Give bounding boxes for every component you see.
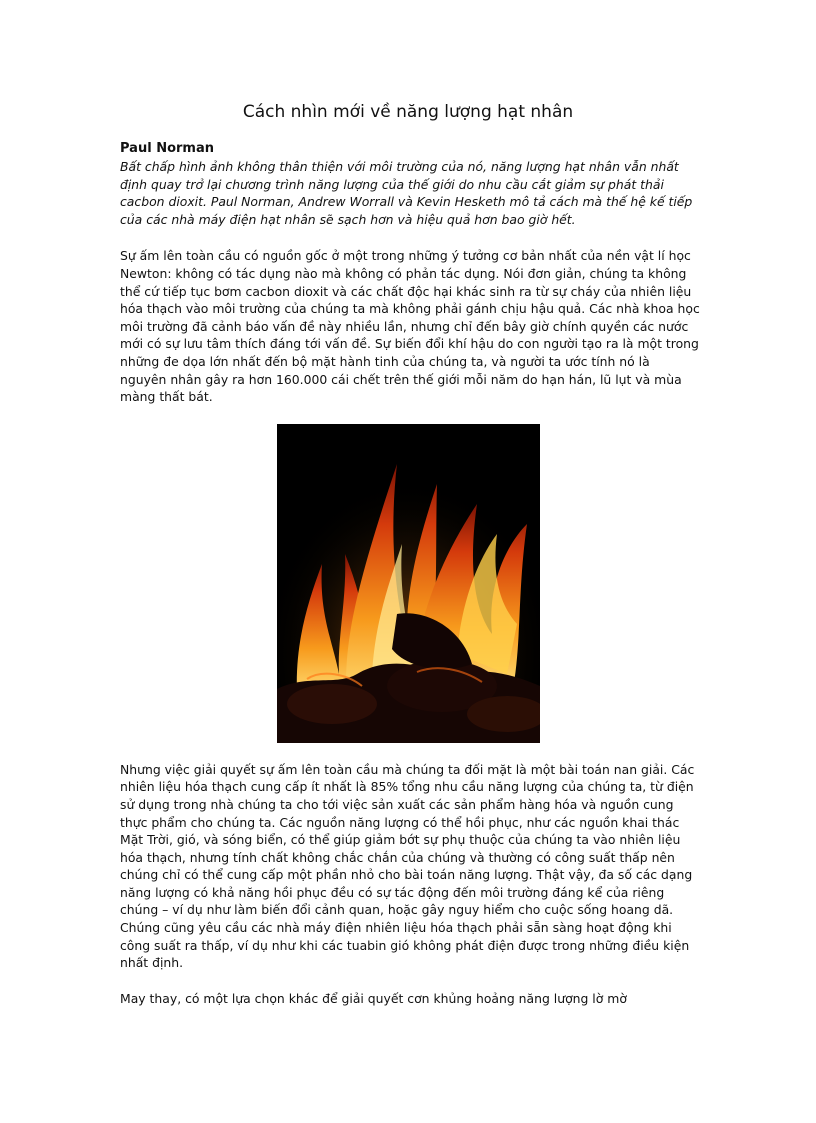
paragraph-spacer [120, 228, 700, 247]
fire-image [277, 424, 540, 743]
author-name: Paul Norman [120, 141, 214, 156]
document-title: Cách nhìn mới về năng lượng hạt nhân [242, 102, 574, 122]
document-body [120, 140, 700, 1007]
fire-icon [277, 424, 540, 743]
abstract-paragraph: Bất chấp hình ảnh không thân thiện với môi trường của nó, năng lượng hạt nhân vẫn nhất định quay trở lại chương trình năng lượng của thế giới do nhu cầu cắt giảm sự phát thải cacbon dioxit. Paul Norman, Andrew Worrall và Kevin Hesketh mô tả cách mà thế hệ kế tiếp của các nhà máy điện hạt nhân sẽ sạch hơn và hiệu quả hơn bao giờ hết. [120, 159, 693, 227]
body-paragraph-2: Nhưng việc giải quyết sự ấm lên toàn cầu mà chúng ta đối mặt là một bài toán nan giải. Các nhiên liệu hóa thạch cung cấp ít nhất là 85% tổng nhu cầu năng lượng của chúng ta, từ điện sử dụng trong nhà chúng ta cho tới việc sản xuất các sản phẩm hàng hóa và nguồn cung thực phẩm cho chúng ta. Các nguồn năng lượng có thể hồi phục, như các nguồn khai thác Mặt Trời, gió, và sóng biển, có thể giúp giảm bớt sự phụ thuộc của chúng ta vào nhiên liệu hóa thạch, nhưng tính chất không chắc chắn của chúng và thường có công suất thấp nên chúng chỉ có thể cung cấp một phần nhỏ cho bài toán năng lượng. Thật vậy, đa số các dạng năng lượng có khả năng hồi phục đều có sự tác động đến môi trường đáng kể của riêng chúng – ví dụ như làm biến đổi cảnh quan, hoặc gây nguy hiểm cho cuộc sống hoang dã. Chúng cũng yêu cầu các nhà máy điện nhiên liệu hóa thạch phải sẵn sàng hoạt động khi công suất ra thấp, ví dụ như khi các tuabin gió không phát điện được trong những điều kiện nhất định. [120, 761, 695, 971]
body-paragraph-1: Sự ấm lên toàn cầu có nguồn gốc ở một trong những ý tưởng cơ bản nhất của nền vật lí học Newton: không có tác dụng nào mà không có phản tác dụng. Nói đơn giản, chúng ta không thể cứ tiếp tục bơm cacbon dioxit và các chất độc hại khác sinh ra từ sự cháy của nhiên liệu hóa thạch vào môi trường của chúng ta mà không phải gánh chịu hậu quả. Các nhà khoa học môi trường đã cảnh báo vấn đề này nhiều lần, nhưng chỉ đến bây giờ chính quyền các nước mới có sự lưu tâm thích đáng tới vấn đề. Sự biến đổi khí hậu do con người tạo ra là một trong những đe dọa lớn nhất đến bộ mặt hành tinh của chúng ta, và người ta ước tính nó là nguyên nhân gây ra hơn 160.000 cái chết trên thế giới mỗi năm do hạn hán, lũ lụt và mùa màng thất bát. [120, 248, 700, 405]
body-paragraph-3: May thay, có một lựa chọn khác để giải quyết cơn khủng hoảng năng lượng lờ mờ [120, 990, 627, 1006]
